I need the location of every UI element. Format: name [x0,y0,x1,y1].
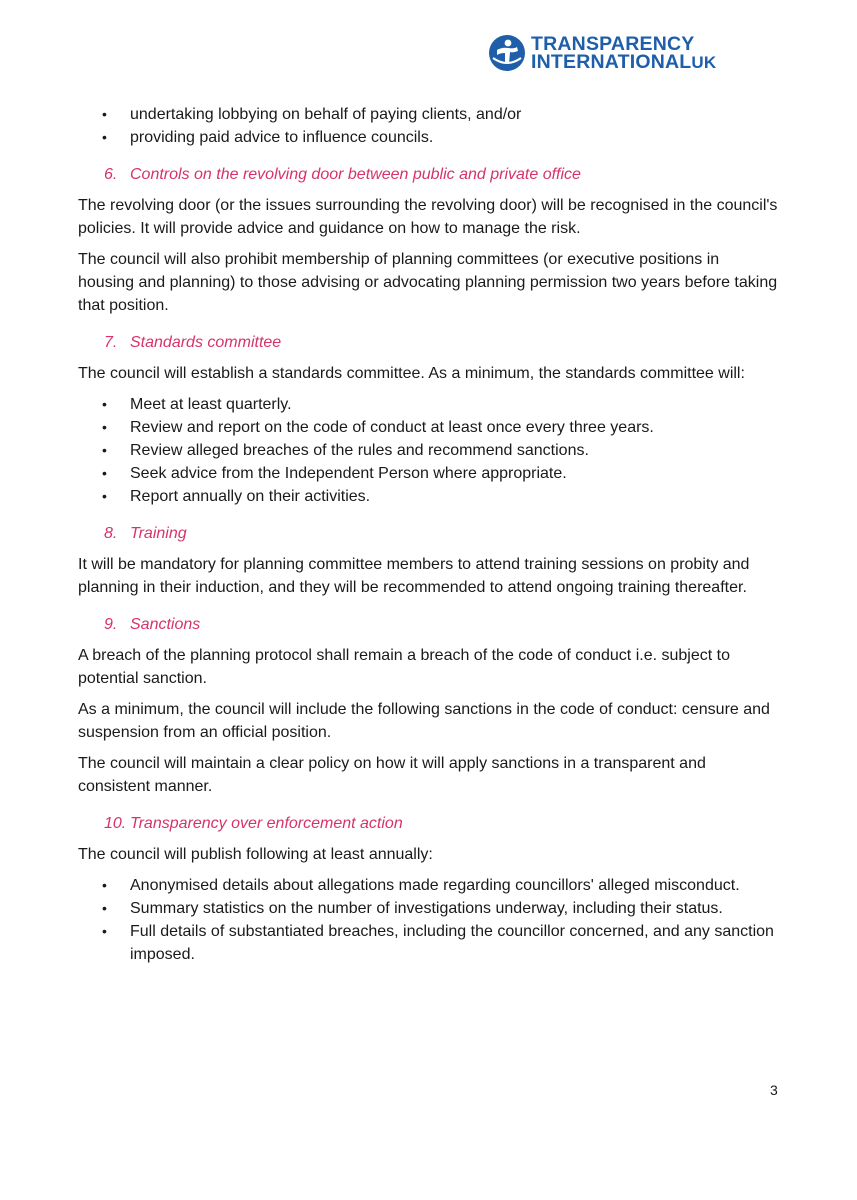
bullet: • [102,465,107,481]
section-heading-10: 10. Transparency over enforcement action [104,815,403,832]
paragraph: The council will maintain a clear policy on how it will apply sanctions in a transparent and consistent manner. [78,755,706,795]
list-item: • Report annually on their activities. [78,485,778,508]
ti-globe-icon [488,34,526,72]
list-item: • Review and report on the code of conduct at least once every three years. [78,416,778,439]
paragraph: A breach of the planning protocol shall remain a breach of the code of conduct i.e. subject to potential sanction. [78,647,730,687]
list-item: • Summary statistics on the number of investigations underway, including their status. [78,897,778,920]
bullet: • [102,442,107,458]
section-heading-9: 9. Sanctions [104,616,201,633]
paragraph: As a minimum, the council will include the following sanctions in the code of conduct: censure and suspension from an official position. [78,701,770,741]
bullet: • [102,129,107,145]
document-body [78,103,778,974]
standards-bullet-list [78,393,778,508]
logo-line-2: INTERNATIONAL [531,50,692,73]
section-heading-7: 7. Standards committee [104,334,282,351]
paragraph: The council will publish following at least annually: [78,846,433,863]
list-item: • providing paid advice to influence councils. [78,126,778,149]
logo-uk: UK [691,52,717,72]
bullet: • [102,900,107,916]
transparency-international-logo [488,34,716,72]
paragraph: The council will establish a standards committee. As a minimum, the standards committee will: [78,365,745,382]
bullet: • [102,396,107,412]
page-number: 3 [770,1082,778,1098]
list-item: • Anonymised details about allegations made regarding councillors' alleged misconduct. [78,874,778,897]
bullet: • [102,106,107,122]
bullet: • [102,488,107,504]
bullet: • [102,877,107,893]
paragraph: The council will also prohibit membership of planning committees (or executive positions in housing and planning) to those advising or advocating planning permission two years before taking that position. [78,251,778,314]
paragraph: It will be mandatory for planning committee members to attend training sessions on probity and planning in their induction, and they will be recommended to attend ongoing training thereafter. [78,556,750,596]
list-item: • undertaking lobbying on behalf of paying clients, and/or [78,103,778,126]
section-heading-8: 8. Training [104,525,187,542]
list-item: • Full details of substantiated breaches, including the councillor concerned, and any sanction imposed. [78,920,778,966]
list-item: • Review alleged breaches of the rules and recommend sanctions. [78,439,778,462]
bullet: • [102,923,107,939]
list-item: • Seek advice from the Independent Person where appropriate. [78,462,778,485]
intro-bullet-list [78,103,778,149]
section-heading-6: 6. Controls on the revolving door between public and private office [104,166,581,183]
bullet: • [102,419,107,435]
list-item: • Meet at least quarterly. [78,393,778,416]
paragraph: The revolving door (or the issues surrounding the revolving door) will be recognised in the council's policies. It will provide advice and guidance on how to manage the risk. [78,197,778,237]
enforcement-bullet-list [78,874,778,966]
logo-line-1: TRANSPARENCY [531,32,695,55]
